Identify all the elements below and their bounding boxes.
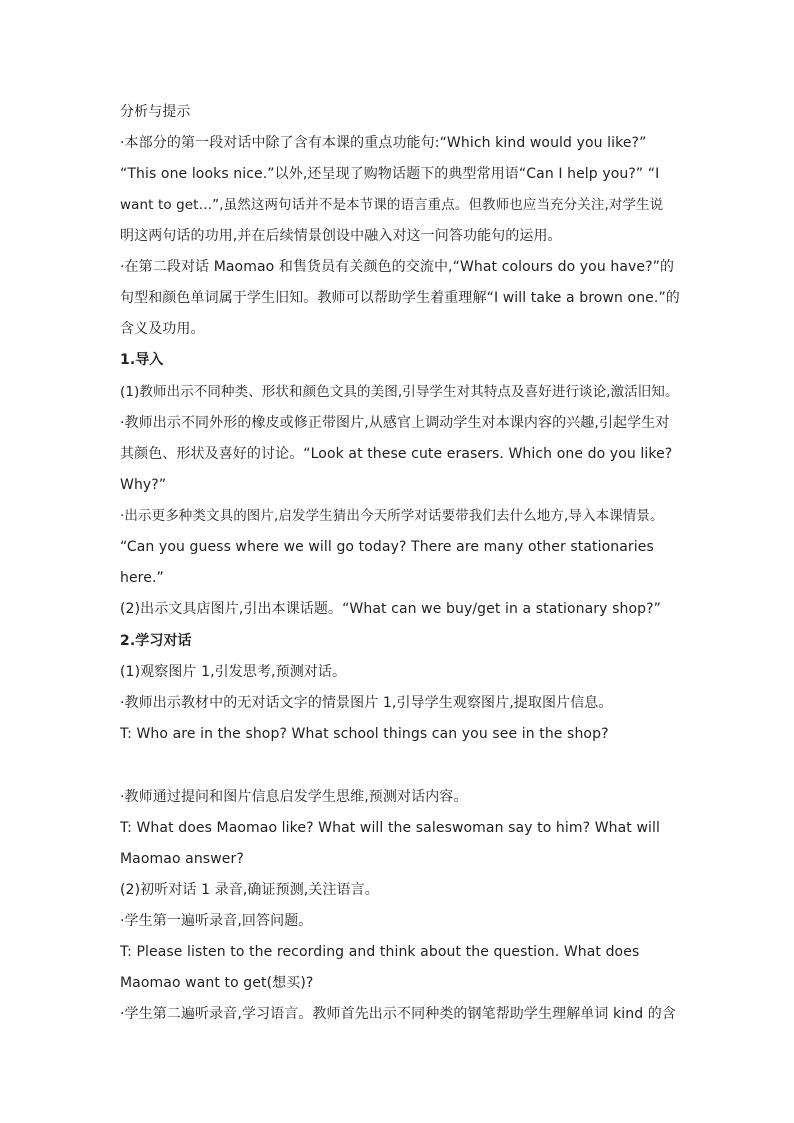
text-line: T: Please listen to the recording and think about the question. What does — [120, 944, 640, 960]
text-line: “This one looks nice.”以外,还呈现了购物话题下的典型常用语“Can I help you?” “I — [120, 166, 660, 182]
text-line: T: What does Maomao like? What will the saleswoman say to him? What will — [120, 820, 660, 836]
text-line: 明这两句话的功用,并在后续情景创设中融入对这一问答功能句的运用。 — [120, 228, 562, 244]
text-line: ·教师通过提问和图片信息启发学生思维,预测对话内容。 — [120, 789, 468, 805]
text-line: (1)教师出示不同种类、形状和颜色文具的美图,引导学生对其特点及喜好进行谈论,激活旧知。 — [120, 384, 679, 400]
text-line: ·教师出示教材中的无对话文字的情景图片 1,引导学生观察图片,提取图片信息。 — [120, 695, 613, 711]
heading-dialogue: 2.学习对话 — [120, 633, 192, 649]
text-line: ·出示更多种类文具的图片,启发学生猜出今天所学对话要带我们去什么地方,导入本课情景。 — [120, 508, 664, 524]
text-line: Maomao want to get(想买)? — [120, 975, 314, 991]
text-line: Why?” — [120, 477, 167, 493]
section-title-analysis: 分析与提示 — [120, 104, 191, 120]
text-line: Maomao answer? — [120, 851, 244, 867]
text-line: (2)初听对话 1 录音,确证预测,关注语言。 — [120, 882, 379, 898]
text-line: T: Who are in the shop? What school things can you see in the shop? — [120, 726, 609, 742]
text-line: want to get…”,虽然这两句话并不是本节课的语言重点。但教师也应当充分关注,对学生说 — [120, 197, 664, 213]
text-line: ·教师出示不同外形的橡皮或修正带图片,从感官上调动学生对本课内容的兴趣,引起学生对 — [120, 415, 670, 431]
text-line: ·学生第二遍听录音,学习语言。教师首先出示不同种类的钢笔帮助学生理解单词 kind 的含 — [120, 1006, 676, 1022]
text-line: ·在第二段对话 Maomao 和售货员有关颜色的交流中,“What colours do you have?”的 — [120, 259, 675, 275]
text-line: here.” — [120, 570, 164, 586]
text-line: ·本部分的第一段对话中除了含有本课的重点功能句:“Which kind would you like?” — [120, 135, 647, 151]
text-line: “Can you guess where we will go today? There are many other stationaries — [120, 539, 654, 555]
text-line: 含义及功用。 — [120, 321, 205, 337]
heading-intro: 1.导入 — [120, 352, 164, 368]
text-line: ·学生第一遍听录音,回答问题。 — [120, 913, 313, 929]
text-line: 其颜色、形状及喜好的讨论。“Look at these cute erasers. Which one do you like? — [120, 446, 673, 462]
text-line: 句型和颜色单词属于学生旧知。教师可以帮助学生着重理解“I will take a brown one.”的 — [120, 290, 680, 306]
text-line: (2)出示文具店图片,引出本课话题。“What can we buy/get in a stationary shop?” — [120, 601, 661, 617]
text-line: (1)观察图片 1,引发思考,预测对话。 — [120, 664, 347, 680]
